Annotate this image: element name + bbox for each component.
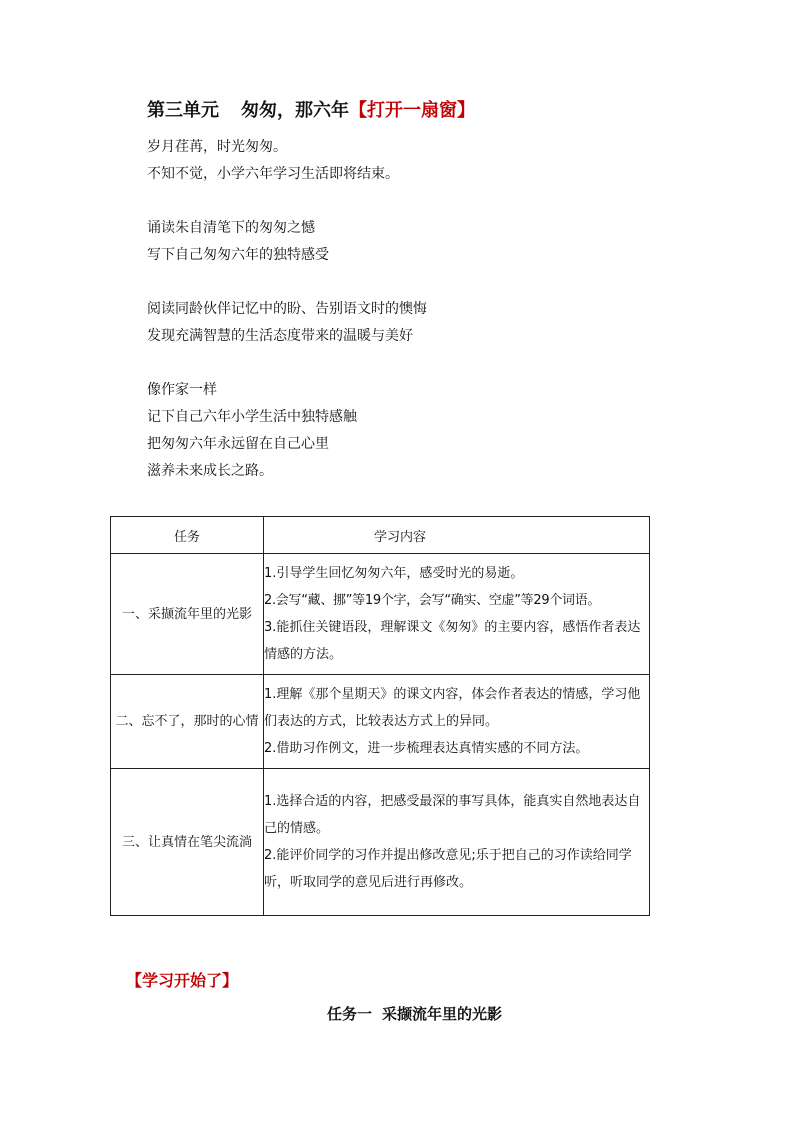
- intro-line: 像作家一样: [147, 382, 217, 398]
- task-subtitle: [327, 1003, 502, 1024]
- intro-line: [147, 269, 647, 296]
- unit-number: 第三单元: [147, 100, 219, 121]
- task-name: 三、让真情在笔尖流淌: [111, 769, 264, 916]
- header-task: 任务: [111, 517, 264, 554]
- task-content: [264, 675, 650, 769]
- intro-line: 滋养未来成长之路。: [147, 463, 273, 479]
- content-item: 1.引导学生回忆匆匆六年，感受时光的易逝。: [264, 566, 524, 581]
- content-item: 2.能评价同学的习作并提出修改意见;乐于把自己的习作读给同学听，听取同学的意见后进行再修改。: [264, 848, 632, 890]
- section-heading: 【学习开始了】: [126, 971, 239, 990]
- table-row: [111, 554, 650, 675]
- intro-line: 发现充满智慧的生活态度带来的温暖与美好: [147, 328, 413, 344]
- task-table: [110, 516, 650, 916]
- window-tag: 【打开一扇窗】: [349, 100, 475, 121]
- unit-name: 匆匆，那六年: [241, 100, 349, 121]
- content-item: 2.会写“藏、挪”等19个字，会写“确实、空虚”等29个词语。: [264, 593, 601, 608]
- intro-line: 把匆匆六年永远留在自己心里: [147, 436, 329, 452]
- task-title: 采撷流年里的光影: [382, 1005, 503, 1023]
- intro-line: [147, 350, 647, 377]
- unit-title: [147, 98, 475, 124]
- content-item: 1.选择合适的内容，把感受最深的事写具体，能真实自然地表达自己的情感。: [264, 794, 641, 836]
- table-row: [111, 769, 650, 916]
- intro-text: [147, 134, 647, 485]
- intro-line: 岁月荏苒，时光匆匆。: [147, 139, 287, 155]
- task-name: 一、采撷流年里的光影: [111, 554, 264, 675]
- intro-line: 写下自己匆匆六年的独特感受: [147, 247, 329, 263]
- task-content: [264, 769, 650, 916]
- content-item: 1.理解《那个星期天》的课文内容，体会作者表达的情感，学习他们表达的方式，比较表达方式上的异同。: [264, 687, 641, 729]
- intro-line: [147, 188, 647, 215]
- intro-line: 阅读同龄伙伴记忆中的盼、告别语文时的懊悔: [147, 301, 427, 317]
- intro-line: 不知不觉，小学六年学习生活即将结束。: [147, 166, 399, 182]
- content-item: 3.能抓住关键语段，理解课文《匆匆》的主要内容，感悟作者表达情感的方法。: [264, 620, 641, 662]
- table-row: [111, 675, 650, 769]
- intro-line: 记下自己六年小学生活中独特感触: [147, 409, 357, 425]
- header-content: 学习内容: [264, 517, 650, 554]
- content-item: 2.借助习作例文，进一步梳理表达真情实感的不同方法。: [264, 741, 589, 756]
- table-header-row: [111, 517, 650, 554]
- task-number: 任务一: [327, 1005, 373, 1023]
- task-content: [264, 554, 650, 675]
- task-name: 二、忘不了，那时的心情: [111, 675, 264, 769]
- intro-line: 诵读朱自清笔下的匆匆之憾: [147, 220, 315, 236]
